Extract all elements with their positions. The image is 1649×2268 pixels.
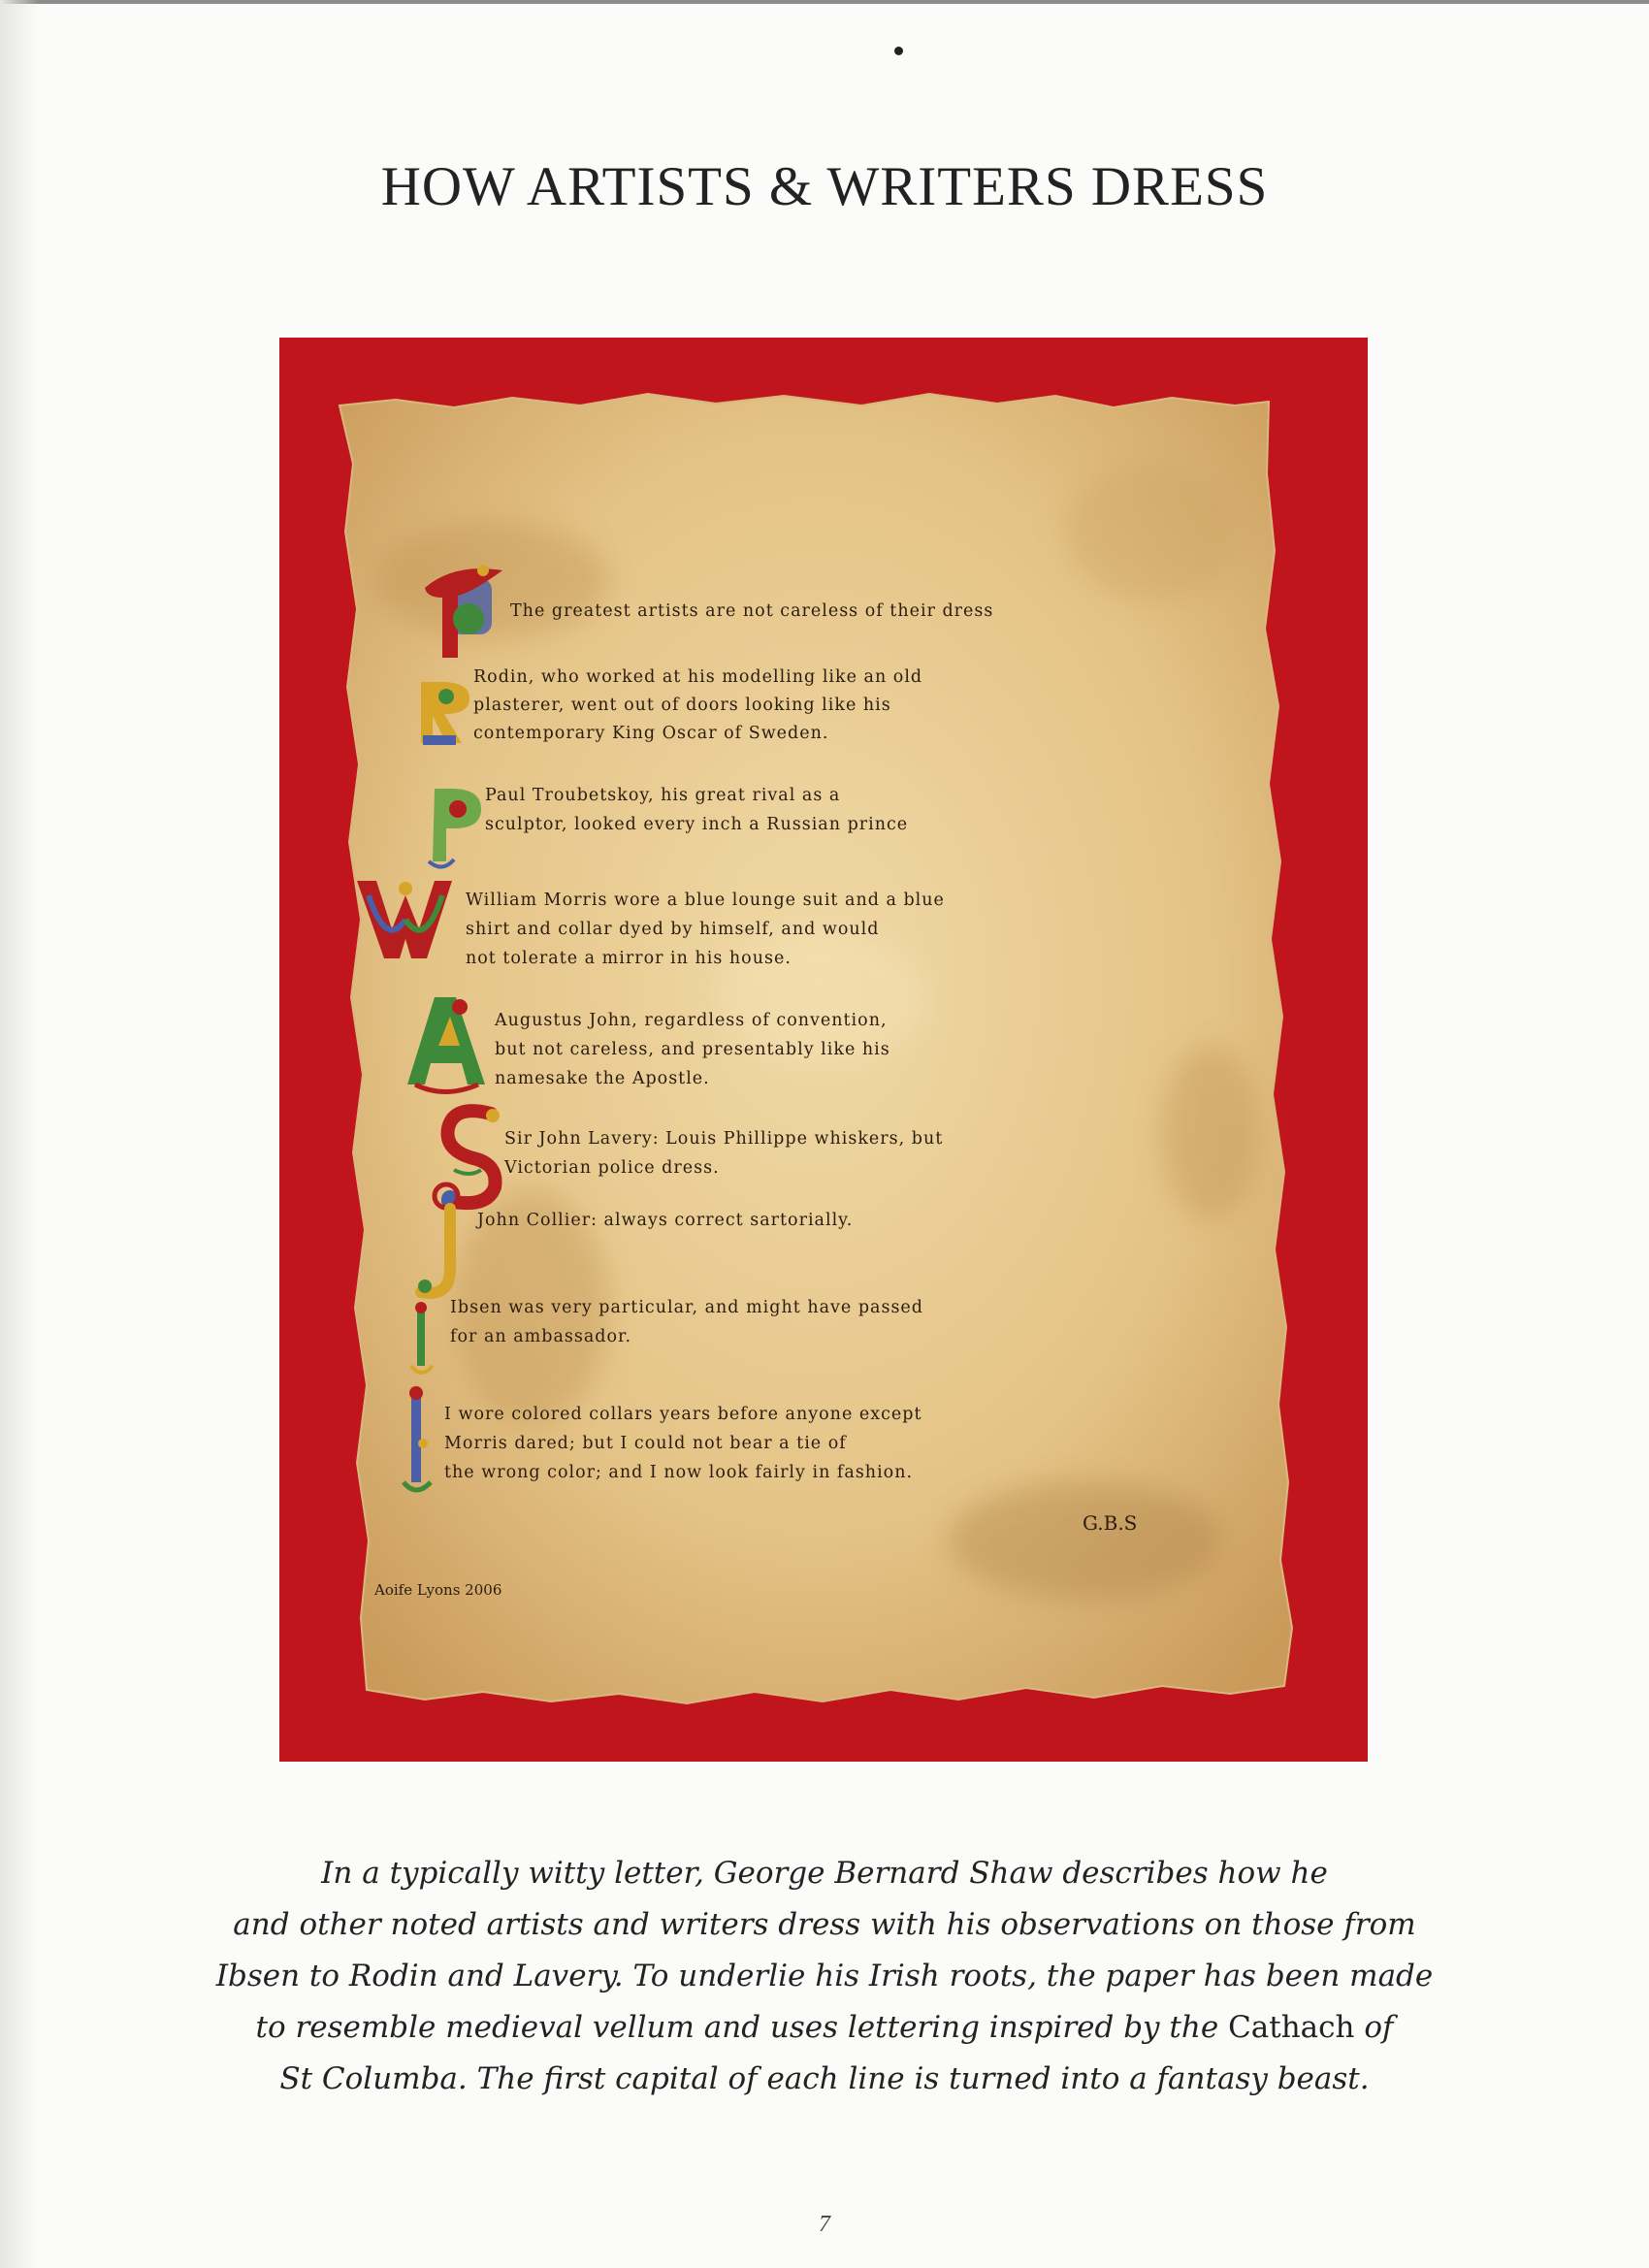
- top-edge-rule: [0, 0, 1649, 4]
- manuscript-line: Victorian police dress.: [504, 1158, 720, 1178]
- manuscript-line: Sir John Lavery: Louis Phillippe whiskers, but: [504, 1129, 944, 1149]
- manuscript-line: John Collier: always correct sartorially.: [477, 1211, 854, 1230]
- caption-title-cathach: Cathach: [1228, 2010, 1355, 2045]
- manuscript-line: The greatest artists are not careless of their dress: [510, 601, 994, 621]
- manuscript-line: Paul Troubetskoy, his great rival as a: [485, 786, 841, 805]
- shaw-signature: G.B.S: [1083, 1511, 1138, 1535]
- manuscript-line: not tolerate a mirror in his house.: [466, 949, 792, 968]
- manuscript-line: I wore colored collars years before anyone except: [444, 1405, 922, 1424]
- caption-line: St Columba. The first capital of each line is turned into a fantasy beast.: [279, 2061, 1370, 2096]
- manuscript-line: William Morris wore a blue lounge suit and a blue: [466, 891, 945, 910]
- caption-text: of: [1354, 2010, 1394, 2045]
- manuscript-line: for an ambassador.: [450, 1327, 632, 1346]
- manuscript-line: namesake the Apostle.: [495, 1069, 710, 1088]
- page-gutter-shadow: [0, 0, 39, 2268]
- artist-credit: Aoife Lyons 2006: [374, 1581, 502, 1599]
- manuscript-line: contemporary King Oscar of Sweden.: [473, 724, 829, 743]
- manuscript-line: the wrong color; and I now look fairly in fashion.: [444, 1463, 914, 1482]
- page-number: 7: [819, 2212, 830, 2237]
- caption-line: Ibsen to Rodin and Lavery. To underlie his Irish roots, the paper has been made: [215, 1959, 1434, 1993]
- manuscript-line: Morris dared; but I could not bear a tie of: [444, 1434, 847, 1453]
- caption-line: In a typically witty letter, George Bernard Shaw describes how he: [321, 1856, 1328, 1891]
- page-title: HOW ARTISTS & WRITERS DRESS: [380, 156, 1269, 217]
- top-dot-mark: [894, 47, 903, 55]
- manuscript-plate: [279, 338, 1368, 1762]
- manuscript-line: shirt and collar dyed by himself, and would: [466, 920, 880, 939]
- manuscript-line: Augustus John, regardless of convention,: [495, 1011, 888, 1030]
- manuscript-line: plasterer, went out of doors looking like his: [473, 696, 891, 715]
- caption-text: to resemble medieval vellum and uses lettering inspired by the: [255, 2010, 1229, 2045]
- caption: [165, 1848, 1484, 2105]
- manuscript-line: but not careless, and presentably like his: [495, 1040, 890, 1059]
- manuscript-line: Ibsen was very particular, and might have passed: [450, 1298, 923, 1317]
- manuscript-line: Rodin, who worked at his modelling like an old: [473, 667, 923, 687]
- caption-line: [165, 2002, 1484, 2054]
- caption-line: and other noted artists and writers dress with his observations on those from: [233, 1907, 1416, 1942]
- manuscript-line: sculptor, looked every inch a Russian prince: [485, 815, 909, 834]
